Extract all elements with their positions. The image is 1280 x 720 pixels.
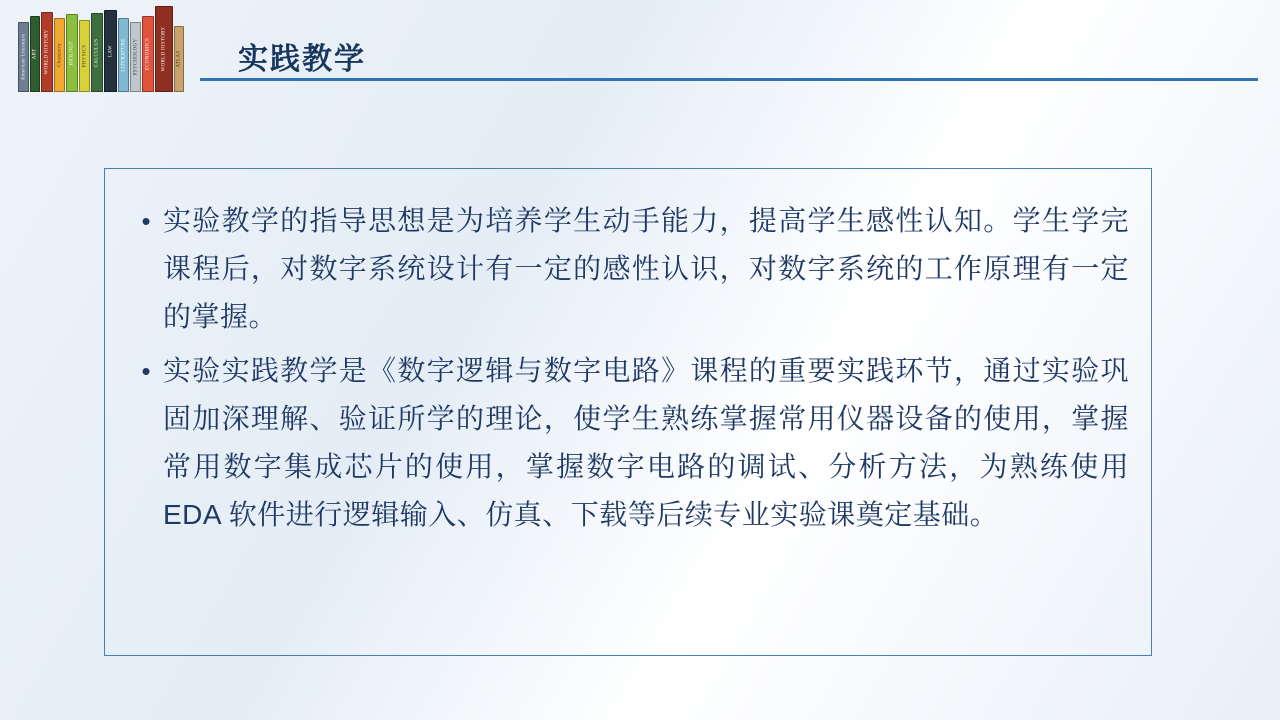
book-spine: [30, 16, 40, 92]
book-spine: [118, 18, 129, 92]
book-spine-label: BIOLOGY: [69, 40, 75, 66]
book-spine: [66, 14, 78, 92]
bullet-marker: •: [141, 206, 151, 236]
book-spine-label: WORLD HISTORY: [44, 29, 50, 75]
bullet-text: 实验实践教学是《数字逻辑与数字电路》课程的重要实践环节，通过实验巩固加深理解、验证所学的理论，使学生熟练掌握常用仪器设备的使用，掌握常用数字集成芯片的使用，掌握数字电路的调试、分析方法，为熟练使用 EDA 软件进行逻辑输入、仿真、下载等后续专业实验课奠定基础。: [163, 355, 1129, 530]
list-item: [129, 347, 1129, 539]
slide-header: [0, 0, 1280, 100]
book-spine-label: LAW: [108, 45, 113, 57]
book-spine-label: PHYSICS: [82, 44, 87, 68]
books-icon: [18, 10, 198, 92]
book-spine-label: American Literature: [21, 33, 26, 81]
bullet-list: [129, 197, 1129, 545]
book-spine-label: WORLD HISTORY: [161, 26, 167, 72]
header-divider: [200, 78, 1258, 81]
book-spine-label: PSYCHOLOGY: [133, 38, 138, 76]
page-title: 实践教学: [238, 43, 366, 76]
book-spine: [79, 20, 90, 92]
book-spine: [130, 22, 141, 92]
bullet-marker: •: [141, 356, 151, 386]
book-spine-label: CALCULUS: [94, 38, 100, 67]
book-spine: [142, 16, 154, 92]
bullet-text: 实验教学的指导思想是为培养学生动手能力，提高学生感性认知。学生学完课程后，对数字系统设计有一定的感性认识，对数字系统的工作原理有一定的掌握。: [163, 205, 1129, 332]
book-spine-label: ECONOMICS: [145, 37, 151, 71]
content-box: [104, 168, 1152, 656]
book-spine: [41, 12, 53, 92]
book-spine-label: Chemistry: [57, 43, 62, 67]
book-spine: [104, 10, 117, 92]
book-spine-label: ART: [32, 48, 38, 60]
book-spine: [174, 26, 184, 92]
book-spine: [18, 22, 29, 92]
book-spine: [155, 6, 173, 92]
book-spine: [91, 13, 103, 92]
book-spine-label: LITERATURE: [121, 38, 126, 72]
list-item: [129, 197, 1129, 341]
book-spine: [54, 18, 65, 92]
book-spine-label: ATLAS: [176, 50, 182, 68]
